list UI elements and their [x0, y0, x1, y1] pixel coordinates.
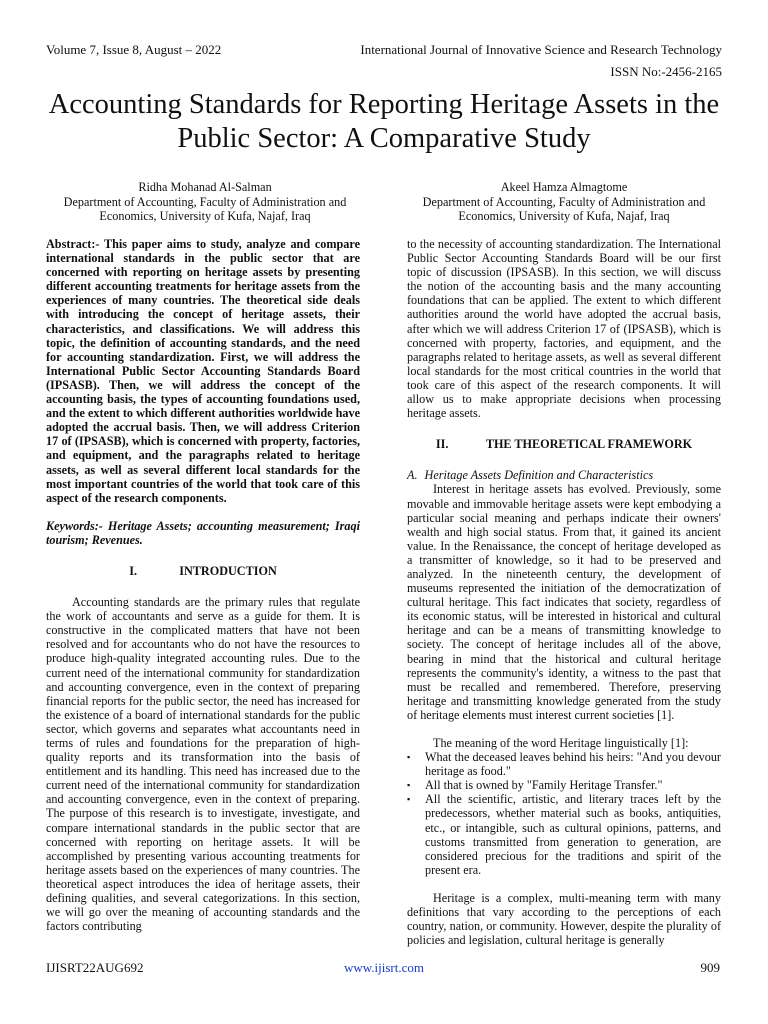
section-title: INTRODUCTION	[179, 563, 277, 578]
page-number: 909	[700, 960, 720, 975]
final-paragraph: Heritage is a complex, multi-meaning term with many definitions that vary according to the perceptions of each country, nation, or community. However, despite the plurality of policies and legislation, cultural heritage is generally	[407, 890, 721, 948]
meaning-list	[407, 750, 721, 877]
subsection-title: Heritage Assets Definition and Characteristics	[424, 468, 654, 483]
issn: ISSN No:-2456-2165	[610, 64, 722, 79]
intro-paragraph: Accounting standards are the primary rules that regulate the work of accountants and serve as a guide for them. It is constructive in the complicated matters that have not been resolved and for accountants who do not have the resources to produce high-quality integrated accounting rules. Due to the current need of the international community for standardization and accounting convergence, even in the context of preparing financial reports for the public sector, the need has increased for the existence of a board of international standards for the public sector, which governs and separates what accountants need in terms of rules and foundations for the preparation of high-quality reports and its transformation into the basis of entitlement and its handling. This need has increased due to the current need of the international community for standardization and accounting convergence, even in the context of preparing. The purpose of this research is to investigate, investigate, and compare international standards in the public sector that are concerned with reporting on heritage assets. It will be accomplished by presenting various accounting treatments for heritage assets based on the experiences of many countries. The theoretical aspect introduces the idea of heritage assets, their defining qualities, and several categorizations. In this section, we will go over the meaning of accounting standards and the factors contributing	[46, 595, 360, 934]
volume-issue: Volume 7, Issue 8, August – 2022	[46, 42, 222, 57]
meaning-intro: The meaning of the word Heritage linguistically [1]:	[433, 736, 689, 750]
bullet-icon: ▪	[407, 794, 411, 805]
bullet-icon: ▪	[407, 780, 411, 791]
section-number: II.	[435, 437, 449, 452]
author-name: Ridha Mohanad Al-Salman	[138, 180, 272, 194]
paper-title: Accounting Standards for Reporting Heritage Assets in the Public Sector: A Comparative Study	[48, 89, 720, 154]
list-item-text: All that is owned by "Family Heritage Transfer."	[425, 778, 663, 793]
author-affiliation: Department of Accounting, Faculty of Administration and Economics, University of Kufa, Najaf, Iraq	[63, 194, 347, 224]
list-item	[407, 750, 721, 778]
heritage-paragraph: Interest in heritage assets has evolved. Previously, some movable and immovable heritage assets were kept embodying a particular social meaning and perhaps indicate their owners' wealth and high social status. From that, it gained its ancient value. In the Renaissance, the concept of heritage developed as a transmitter of knowledge, so it had to be preserved and analyzed. In the nineteenth century, the development of museums represented the initiation of the democratization of cultural heritage. This fact indicates that society, regardless of its economic status, will be interested in historical and cultural heritage and can be a means of transmitting knowledge to society. The concept of heritage includes all of the above, bearing in mind that the historical and cultural heritage represents the community's identity, a witness to the past that must be recalled and remembered. Therefore, preserving heritage and transmitting knowledge generated from the study of heritage elements must interest current societies [1].	[407, 482, 721, 722]
abstract: Abstract:- This paper aims to study, analyze and compare international standards in the public sector that are concerned with reporting on heritage assets by presenting different accounting treatments for heritage assets from the experiences of many countries. The theoretical side deals with introducing the concept of heritage assets, their characteristics, and classifications. We will address this topic, the definition of accounting standards, and the need for accounting standardization. First, we will address the International Public Sector Accounting Standards Board (IPSASB). Then, we will address the concept of the accounting basis, the types of accounting foundations used, and the extent to which different authorities worldwide have adopted the accrual basis. Then, we will address Criterion 17 of (IPSASB), which is concerned with property, factories, and equipment, and the paragraphs related to heritage assets, as well as several different local standards for the most important countries of the world that took care of this aspect of the research components.	[46, 237, 360, 505]
keywords: Keywords:- Heritage Assets; accounting measurement; Iraqi tourism; Revenues.	[46, 518, 360, 547]
section-heading-framework	[407, 437, 721, 451]
footer-paper-id: IJISRT22AUG692	[46, 960, 144, 975]
section-title: THE THEORETICAL FRAMEWORK	[485, 437, 693, 452]
list-item	[407, 778, 721, 792]
footer-website-link[interactable]: www.ijisrt.com	[343, 960, 425, 975]
list-item	[407, 792, 721, 877]
author-block-1	[40, 180, 370, 224]
left-column	[46, 237, 360, 933]
author-name: Akeel Hamza Almagtome	[500, 180, 628, 194]
continued-paragraph: to the necessity of accounting standardization. The International Public Sector Accounting Standards Board will be our first topic of discussion (IPSASB). In this section, we will discuss the notion of the accounting basis and the many accounting foundations that can be applied. The extent to which different authorities around the world have adopted the accrual basis, after which we will address Criterion 17 of (IPSASB), which is concerned with property, factories, and equipment, and the paragraphs related to heritage assets, as well as several different local standards for the most critical countries in the world that took care of this aspect of the research components. It will allow us to make appropriate decisions when processing heritage assets.	[407, 237, 721, 421]
author-affiliation: Department of Accounting, Faculty of Administration and Economics, University of Kufa, Najaf, Iraq	[422, 194, 706, 224]
section-number: I.	[129, 563, 138, 578]
list-item-text: What the deceased leaves behind his heirs: "And you devour heritage as food."	[425, 750, 721, 779]
subsection-number: A.	[407, 468, 418, 483]
journal-name: International Journal of Innovative Science and Research Technology	[360, 42, 722, 57]
author-block-2	[399, 180, 729, 224]
bullet-icon: ▪	[407, 752, 411, 763]
right-column	[407, 237, 721, 947]
list-item-text: All the scientific, artistic, and literary traces left by the predecessors, whether material such as books, antiquities, etc., or intangible, such as cultural opinions, patterns, and customs transmitted from generation to generation, are considered precious for the traditions and spirit of the present era.	[425, 792, 721, 877]
subsection-heading	[407, 468, 721, 482]
section-heading-introduction	[46, 564, 360, 578]
